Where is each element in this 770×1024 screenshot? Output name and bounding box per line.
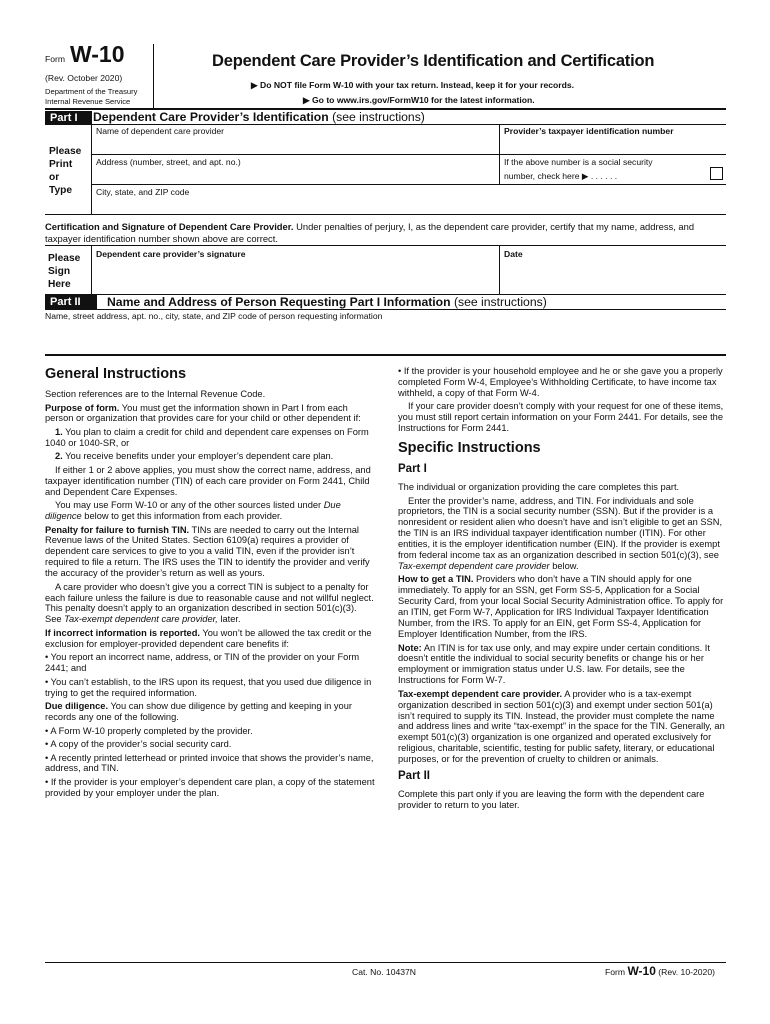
form-number: W-10 bbox=[70, 41, 125, 67]
part1-title: Dependent Care Provider’s Identification (see instructions) bbox=[93, 110, 425, 124]
paragraph: A care provider who doesn’t give you a correct TIN is subject to a penalty for each failure unless the failure is due to reasonable cause and not willful neglect. This penalty doesn’t apply to an organization described in section 501(c)(3). See Tax-exempt dependent care provider, later. bbox=[45, 581, 374, 625]
city-rule bbox=[91, 184, 726, 185]
general-instructions bbox=[45, 364, 375, 801]
sign-left-rule bbox=[91, 245, 92, 294]
penalty-paragraph: Penalty for failure to furnish TIN. TINs are needed to carry out the Internal Revenue laws of the United States. Section 6109(a) requires a provider of dependent care services to give to you a valid TIN, even if the provider isn’t required to file a return. The IRS uses the TIN to identify the provider and verify the accuracy of the provider’s return as well as yours. bbox=[45, 524, 370, 579]
paragraph: Complete this part only if you are leaving the form with the dependent care provider to return to you later. bbox=[398, 789, 705, 810]
bullet-item: • If the provider is your household employee and he or she gave you a properly completed Form W-4, Employee’s Withholding Certificate, to have income tax withheld, a copy of that Form W-4. bbox=[398, 366, 723, 398]
part1-title-rule bbox=[45, 124, 726, 125]
part2-title-rule bbox=[45, 309, 726, 310]
specific-instructions-heading: Specific Instructions bbox=[398, 440, 541, 457]
ssn-note-line2: number, check here ▶ . . . . . . bbox=[504, 171, 618, 181]
footer-form-ref: Form W-10 (Rev. 10-2020) bbox=[605, 964, 715, 978]
website-instruction: ▶ Go to www.irs.gov/FormW10 for the latest information. bbox=[303, 95, 535, 105]
filing-instruction: ▶ Do NOT file Form W-10 with your tax return. Instead, keep it for your records. bbox=[251, 80, 575, 90]
paragraph: Enter the provider’s name, address, and TIN. For individuals and sole proprietors, the TIN is a social security number (SSN). But if the provider is a nonresident or resident alien who doesn’t have and isn’t eligible to get an SSN, the TIN is an IRS individual taxpayer identification number (ITIN). For other entities, it is the employer identification number (EIN). If the provider is exempt from federal income tax as an organization described in section 501(c)(3), see Tax-exempt dependent care provider below. bbox=[398, 495, 723, 571]
paragraph: Section references are to the Internal Revenue Code. bbox=[45, 389, 266, 399]
provider-tin-label: Provider’s taxpayer identification number bbox=[504, 126, 674, 136]
date-field[interactable] bbox=[502, 261, 724, 292]
paragraph: The individual or organization providing the care completes this part. bbox=[398, 482, 680, 493]
tax-exempt-paragraph: Tax-exempt dependent care provider. A provider who is a tax-exempt organization described in section 501(c)(3) and exempt under section 501(a) isn’t required to supply its TIN. Instead, the provider must complete the name and address lines and write “tax-exempt” in the space for the TIN. Generally, an exempt 501(c)(3) organization is one organized and operated exclusively for religious, charitable, scientific, testing for public safety, literary, or educational purposes, or for the prevention of cruelty to children or animals. bbox=[398, 688, 725, 765]
certification-text: Certification and Signature of Dependent Care Provider. Under penalties of perjury, I, as the dependent care provider, certify that my name, address, and taxpayer identification number shown above are correct. bbox=[45, 221, 695, 244]
agency-line: Internal Revenue Service bbox=[45, 97, 131, 106]
part1-bottom-rule bbox=[45, 214, 726, 215]
address-field[interactable] bbox=[93, 169, 497, 183]
requester-label: Name, street address, apt. no., city, state, and ZIP code of person requesting information bbox=[45, 311, 383, 321]
bullet-item: • A recently printed letterhead or printed invoice that shows the provider’s name, address, and TIN. bbox=[45, 752, 374, 774]
ssn-checkbox[interactable] bbox=[710, 167, 723, 180]
condition-1: 1. You plan to claim a credit for child and dependent care expenses on Form 1040 or 1040-SR, or bbox=[45, 426, 369, 448]
ssn-note-line1: If the above number is a social security bbox=[504, 157, 653, 167]
requester-field[interactable] bbox=[45, 323, 726, 353]
form-title: Dependent Care Provider’s Identification and Certification bbox=[212, 52, 655, 70]
paragraph: If your care provider doesn’t comply with your request for one of these items, you must still report certain information on your Form 2441. For details, see the Instructions for Form 2441. bbox=[398, 401, 724, 434]
part1-subheading: Part I bbox=[398, 463, 427, 476]
bullet-item: • You report an incorrect name, address, or TIN of the provider on your Form 2441; and bbox=[45, 652, 360, 674]
specific-instructions bbox=[398, 366, 726, 813]
city-label: City, state, and ZIP code bbox=[96, 187, 190, 197]
catalog-number: Cat. No. 10437N bbox=[352, 967, 417, 977]
part1-box: Part I bbox=[45, 111, 92, 125]
revision-date: (Rev. October 2020) bbox=[45, 73, 123, 83]
due-diligence-paragraph: Due diligence. You can show due diligence by getting and keeping in your records any one of the following. bbox=[45, 701, 352, 722]
footer-rule bbox=[45, 962, 726, 963]
address-label: Address (number, street, and apt. no.) bbox=[96, 157, 241, 167]
sign-mid-rule bbox=[499, 245, 500, 294]
part2-bottom-rule bbox=[45, 354, 726, 356]
part2-title: Name and Address of Person Requesting Part I Information (see instructions) bbox=[107, 295, 547, 309]
city-field[interactable] bbox=[93, 199, 723, 213]
condition-2: 2. You receive benefits under your employer’s dependent care plan. bbox=[55, 451, 334, 462]
please-print-label: Please Print or Type bbox=[49, 146, 82, 196]
department-line: Department of the Treasury bbox=[45, 87, 138, 96]
sign-top-rule bbox=[45, 245, 726, 246]
form-label: Form bbox=[45, 54, 66, 64]
note-paragraph: Note: An ITIN is for tax use only, and may expire under certain conditions. It doesn’t entitle the individual to social security benefits or change his or her employment or immigration status under U.S. law. For details, see the Instructions for Form W-7. bbox=[398, 642, 710, 686]
part1-left-rule bbox=[91, 124, 92, 214]
paragraph: You may use Form W-10 or any of the other sources listed under Due diligence below to get this information from each provider. bbox=[45, 500, 341, 522]
provider-name-field[interactable] bbox=[93, 138, 497, 153]
bullet-item: • If the provider is your employer’s dependent care plan, a copy of the statement provided by your employer under the plan. bbox=[45, 776, 375, 798]
bullet-item: • A Form W-10 properly completed by the provider. bbox=[45, 725, 253, 736]
part2-subheading: Part II bbox=[398, 770, 430, 783]
how-to-get-tin-paragraph: How to get a TIN. Providers who don’t have a TIN should apply for one immediately. To apply for an SSN, get Form SS-5, Application for a Social Security Card, from your local Social Security Administration office. To apply for an ITIN, get Form W-7, Application for IRS Individual Taxpayer Identification Number, from the IRS. To apply for an EIN, get Form SS-4, Application for Employer Identification Number, from the IRS. bbox=[398, 574, 724, 639]
incorrect-info-paragraph: If incorrect information is reported. You won’t be allowed the tax credit or the exclusion for employer-provided dependent care benefits if: bbox=[45, 627, 372, 649]
provider-tin-field[interactable] bbox=[502, 138, 724, 153]
provider-name-label: Name of dependent care provider bbox=[96, 126, 225, 136]
date-label: Date bbox=[504, 249, 523, 259]
general-instructions-heading: General Instructions bbox=[45, 366, 187, 382]
signature-field[interactable] bbox=[93, 261, 497, 292]
signature-label: Dependent care provider’s signature bbox=[96, 249, 246, 259]
paragraph: If either 1 or 2 above applies, you must show the correct name, address, and taxpayer identification number (TIN) of each care provider on Form 2441, Child and Dependent Care Expenses. bbox=[45, 464, 371, 497]
sign-here-label: Please Sign Here bbox=[48, 253, 81, 290]
address-rule bbox=[91, 154, 726, 155]
header-divider bbox=[153, 44, 154, 108]
bullet-item: • A copy of the provider’s social security card. bbox=[45, 739, 232, 749]
purpose-paragraph: Purpose of form. You must get the information shown in Part I from each person or organization that provides care for your child or other dependent if: bbox=[45, 402, 361, 424]
part2-box: Part II bbox=[45, 295, 97, 309]
bullet-item: • You can’t establish, to the IRS upon its request, that you used due diligence in trying to get the required information. bbox=[45, 676, 372, 698]
